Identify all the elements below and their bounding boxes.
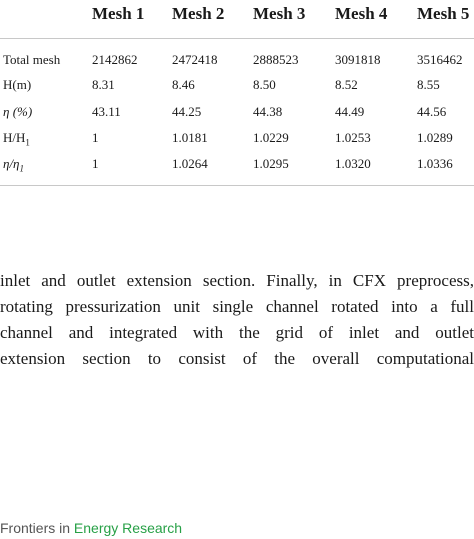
paragraph-line: rotating pressurization unit single channel rotated into a full <box>0 297 474 316</box>
table-cell: 1.0229 <box>253 130 289 145</box>
journal-name-field: Energy Research <box>73 520 183 536</box>
column-header-mesh-3: Mesh 3 <box>253 4 306 23</box>
table-cell: 8.31 <box>92 77 115 92</box>
table-header-row <box>0 0 474 24</box>
paragraph-line: inlet and outlet extension section. Finally, in CFX preprocess, <box>0 271 474 290</box>
table-cell: 8.55 <box>417 77 440 92</box>
table-row <box>0 130 474 154</box>
table-cell: 44.38 <box>253 104 283 119</box>
table-cell: 3516462 <box>417 52 463 67</box>
table-cell: 8.52 <box>335 77 358 92</box>
table-cell: 44.56 <box>417 104 447 119</box>
table-cell: 1.0181 <box>172 130 208 145</box>
table-cell: 1.0253 <box>335 130 371 145</box>
table-cell: 1 <box>92 156 99 171</box>
journal-footer <box>0 520 182 536</box>
row-label: Total mesh <box>3 52 61 67</box>
body-paragraph <box>0 268 474 372</box>
column-header-mesh-2: Mesh 2 <box>172 4 225 23</box>
table-cell: 1.0289 <box>417 130 453 145</box>
row-label: $\eta/\eta_1$ <box>3 156 25 174</box>
table-cell: 44.25 <box>172 104 202 119</box>
row-label: $H/H_1$ <box>3 130 30 148</box>
table-row <box>0 77 474 101</box>
table-bottom-rule <box>0 185 474 186</box>
column-header-mesh-5: Mesh 5 <box>417 4 470 23</box>
table-cell: 1.0336 <box>417 156 453 171</box>
table-cell: 1.0295 <box>253 156 289 171</box>
table-cell: 2142862 <box>92 52 138 67</box>
table-cell: 8.50 <box>253 77 276 92</box>
paragraph-line: channel and integrated with the grid of inlet and outlet <box>0 323 474 342</box>
table-cell: 1.0264 <box>172 156 208 171</box>
table-cell: 2472418 <box>172 52 218 67</box>
row-label: η (%) <box>3 104 33 119</box>
table-cell: 8.46 <box>172 77 195 92</box>
table-cell: 3091818 <box>335 52 381 67</box>
paragraph-line: extension section to consist of the overall computational <box>0 349 474 368</box>
row-label: H(m) <box>3 77 32 92</box>
table-cell: 2888523 <box>253 52 299 67</box>
table-cell: 1 <box>92 130 99 145</box>
journal-name-prefix: Frontiers in <box>0 520 74 536</box>
header-rule <box>0 38 474 39</box>
table-cell: 44.49 <box>335 104 365 119</box>
table-cell: 43.11 <box>92 104 121 119</box>
column-header-mesh-4: Mesh 4 <box>335 4 388 23</box>
table-row <box>0 104 474 128</box>
table-cell: 1.0320 <box>335 156 371 171</box>
table-row <box>0 52 474 76</box>
table-row <box>0 156 474 180</box>
column-header-mesh-1: Mesh 1 <box>92 4 145 23</box>
